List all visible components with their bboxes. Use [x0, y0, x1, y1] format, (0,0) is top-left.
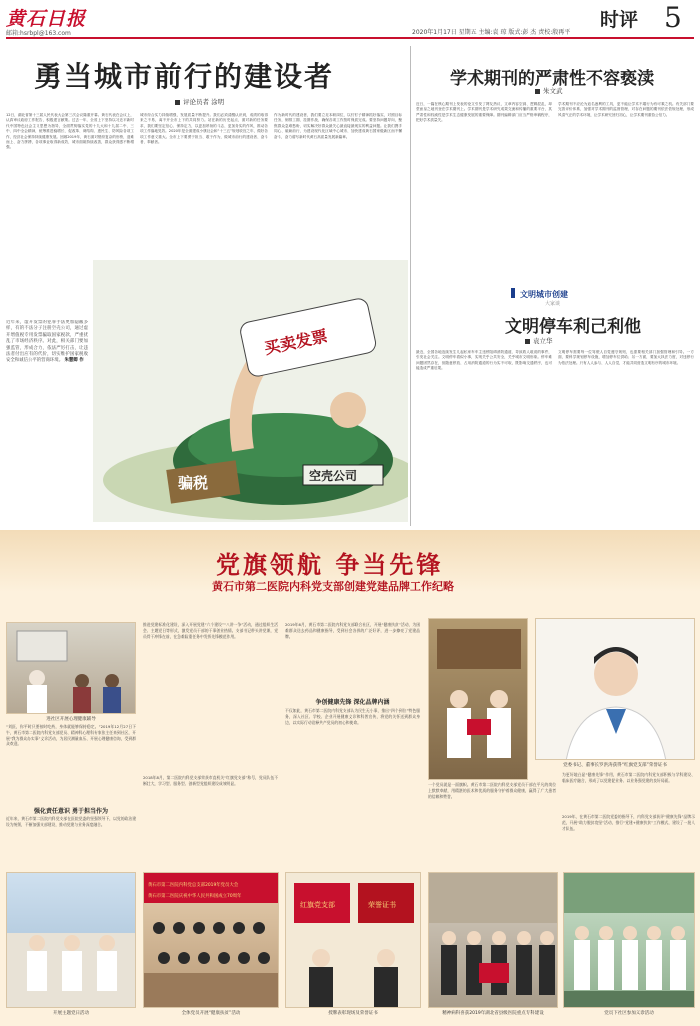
photo-community-counseling — [6, 622, 136, 714]
shell-company-label: 空壳公司 — [309, 469, 358, 483]
cartoon-svg — [93, 260, 408, 522]
caption: 精神病科喜获2019年湖北省县级医院重点专科建设 — [442, 1011, 544, 1016]
feature-paragraph: 2018年8月，第二医院内科党支部荣获市直机关“红旗党支部”称号，党员队伍不断壮大，学习型、服务型、创新型党组织建设成效明显。 — [143, 775, 278, 786]
feature-subhead: 争创健康先锋 深化品牌内涵 — [315, 699, 390, 706]
banner-text: 黄石市第二医院庆祝中华人民共和国成立70周年 — [148, 894, 242, 899]
feature-title: 党旗领航 争当先锋 — [216, 550, 444, 579]
square-bullet-icon — [175, 100, 180, 105]
cartoon-illustration — [93, 260, 408, 522]
article3-byline-text: 袁立华 — [533, 337, 553, 345]
photo-clinic-svg — [564, 873, 695, 1008]
banner-text: 黄石市第二医院内科党总支部2019年党员大会 — [148, 883, 239, 888]
photo-meeting-svg — [144, 873, 279, 1008]
caption: 全体党员开展“健康扶贫”活动 — [181, 1011, 241, 1016]
column-label: 文明城市创建 — [520, 290, 568, 299]
photo-specialty-award — [428, 872, 558, 1008]
feature-paragraph: 近年来，黄石市第二医院内科党支部在医院党委的坚强领导下，以党的政治建设为统领，不断加强支部建设，推动党建与业务深度融合。 — [6, 816, 136, 827]
cartoon-author: 朱慧卿 作 — [64, 358, 84, 364]
article3-paragraph: 文明停车需要每一位驾驶人自觉遵守规则，也需要相关部门加强管理和引导。一方面，要科学规划停车设施，增加停车位供给；另一方面，要加大执法力度，对违停行为依法处理。只有人人参与、人人自觉，才能共同营造文明有序的城市环境。 — [558, 350, 694, 365]
photo-party-meeting — [143, 872, 279, 1008]
feature-paragraph: 2019年，在黄石市第二医院党委的指导下，内科党支部获评“健康先锋”品牌示范，开展“助力脱贫攻坚”活动，推行“党建+健康扶贫”工作模式，建设了一批人才队伍。 — [562, 814, 695, 831]
square-bullet-icon — [535, 89, 540, 94]
photo-specialty-svg — [429, 873, 558, 1008]
feature-paragraph: 为更好地凸显“健康先锋”作用，黄石市第二医院内科党支部积极与学科建设、临床医疗融合，形成了以党建促业务、以业务强党建的良好局面。 — [562, 772, 695, 783]
article2-paragraph: 学术期刊不应沦为追名逐利的工具，更不能让学术不端行为有可乘之机。有关部门要完善评价体系，加强对学术期刊的监督管理，对存在问题的期刊依法依规处理，形成风清气正的学术环境，让学术研究回归初心，让学术期刊重拾公信力。 — [558, 102, 694, 117]
figure-head — [330, 392, 366, 428]
section-title: 时评 — [600, 9, 639, 31]
caption: 进社区开展心理健康辅导 — [46, 717, 96, 722]
certificate-text: 红旗党支部 — [300, 901, 335, 909]
column-divider — [410, 46, 411, 526]
photo-award-svg — [429, 619, 528, 780]
caption: 党委书记、董事长罗洪涛获得“红旗党支部”荣誉证书 — [563, 763, 667, 768]
photo-portrait-svg — [536, 619, 695, 760]
email-line: 邮箱:hsrbpl@163.com — [6, 30, 71, 37]
article2-byline — [535, 86, 563, 95]
photo-community-clinic — [563, 872, 695, 1008]
article3-byline — [525, 336, 553, 345]
header-rule — [6, 37, 694, 39]
photo-party-svg — [7, 873, 136, 1008]
article1-paragraph: 作为新时代的建设者，我们要立足本职岗位，以钉钉子精神抓好落实，对照目标任务，倒排工期、挂图作战，确保各项工作按时保质完成。要坚持问题导向，聚焦群众急难愁盼，切实解决好群众最关心最直接最现实的利益问题。让我们携手同心、砥砺前行，为建设现代化区域中心城市、加快建成黄石国家级新区而不懈奋斗，奋力谱写新时代黄石高质量发展新篇章。 — [274, 113, 402, 139]
feature-paragraph: 推进党建标准化建设，深入开展党建“六个建设”“八讲一争”活动，通过组织生活会、主题党日等形式，激发党员干部的干事创业热情。支部书记带头讲党课，党员骨干冲锋在前，在急难险重任务中发挥先锋模范作用。 — [143, 622, 278, 639]
invoice-label: 买卖发票 — [262, 326, 330, 359]
article1-title: 勇当城市前行的建设者 — [34, 60, 335, 93]
caption: 授牌表彰现场及荣誉证书 — [328, 1011, 378, 1016]
certificate-text: 荣誉证书 — [368, 901, 396, 909]
cartoon-commentary — [6, 320, 88, 520]
article2-paragraph: 近日，一篇在核心期刊上发表的论文引发了网友热议，文章内容空洞、逻辑混乱，却堂而皇之地刊登在学术期刊上。学术期刊是学术研究成果交流和传播的重要平台，其严肃性和权威性是学术生态健康发展的重要保障。期刊编辑部门应当严格审稿程序，把好学术质量关。 — [416, 102, 552, 123]
photo-certificates-svg — [286, 873, 421, 1008]
article3-title: 文明停车利己利他 — [505, 317, 641, 337]
commentary-text: 近年来，虚开发票的犯罪手法更加隐蔽多样，有的不法分子注册空壳公司，通过虚开增值税专用发票骗取国家税款，严重扰乱了市场经济秩序。对此，相关部门要加强监管，形成合力，依法严厉打击，让违法者付出应有的代价，切实维护国家税收安全和诚信公平的营商环境。 — [6, 320, 88, 364]
square-bullet-icon — [525, 339, 530, 344]
caption: 党员下社区参加义诊活动 — [604, 1011, 654, 1016]
caption: 开展主题党日活动 — [53, 1011, 89, 1016]
article2-byline-text: 朱文武 — [543, 87, 563, 95]
photo-community-svg — [7, 623, 136, 714]
column-bar — [511, 288, 515, 298]
feature-paragraph: “刘医，你平时只要按时吃药，身体就能够保持稳定。”2019年12月27日下午，黄石市第二医院内科党支部党员、精神科心理科专家张主任来到社区，开展“我为群众办实事”义诊活动，为居民测量血压、开展心理健康咨询，受到群众欢迎。 — [6, 724, 136, 747]
feature-paragraph: 不仅如此，黄石市第二医院内科党支部认为民生无小事，推出“四个到位”特色服务，深入社区、学校、企业开展健康义诊和科普宣传，将党的关怀送到群众身边，以实际行动诠释共产党员的初心和使命。 — [285, 708, 420, 725]
photo-award-ceremony — [428, 618, 528, 780]
photo-portrait — [535, 618, 695, 760]
column-subtitle: 大家谈 — [545, 301, 561, 307]
article1-paragraph: 12日，湖北省第十三届人民代表大会第三次会议隆重开幕。黄石代表在会议上，认真审议政府工作报告，积极建言献策。过去一年，全省上下坚持以习近平新时代中国特色社会主义思想为指导，全面贯彻落实党的十九大和十九届二中、三中、四中全会精神，统筹推进稳增长、促改革、调结构、惠民生、防风险各项工作，经济社会保持持续健康发展。回顾2019年，黄石面对错综复杂的形势，迎难而上、奋力拼搏，各项事业取得新成效，城市面貌持续改善，群众获得感不断增强。 — [6, 113, 134, 150]
tax-fraud-label: 骗税 — [178, 474, 209, 492]
feature-subtitle: 黄石市第二医院内科党支部创建党建品牌工作纪略 — [212, 580, 454, 593]
feature-subhead: 强化责任意识 勇于担当作为 — [33, 808, 109, 815]
dateline: 2020年1月17日 星期五 主编:袁 琼 版式:彭 杰 责校:殷再平 — [412, 29, 571, 36]
photo-party-day — [6, 872, 136, 1008]
article1-byline-text: 评论员者 涂明 — [183, 98, 225, 106]
masthead-logo: 黄石日报 — [6, 8, 87, 30]
page-number: 5 — [664, 1, 682, 34]
article1-byline — [175, 97, 224, 106]
article3-paragraph: 最近，全国各地连续发生几起私家车车主违停阻碍消防通道、导致救人耽误的事件，引发社会关注。文明停车看似小事，实则关乎公共安全，关乎城市文明形象。停车难问题固然存在，但随意停放、占用消防通道的行为实不可取，既影响交通秩序，也可能造成严重后果。 — [416, 350, 552, 371]
article1-paragraph: 城市综合实力持续增强，发展质量不断提升。我们必须清醒认识到，成绩的取得来之不易，离不开全市上下的共同努力。站在新的历史起点，面对新的任务要求，我们要坚定信心、保持定力，以更加昂扬的斗志、更加务实的作风，推动各项工作落地见效。2020年是全面建成小康社会和“十三五”规划收官之年，做好各项工作意义重大。全市上下要勇于担当、敢于作为，做城市前行的建设者、奋斗者、奉献者。 — [140, 113, 268, 145]
article2-title: 学术期刊的严肃性不容亵渎 — [450, 69, 654, 89]
feature-paragraph: 2019年6月，黄石市第二医院内科党支部联合社区，开展“健康扶贫”活动，为困难群众送去药品和健康指导，受到社会各界的广泛好评，进一步擦亮了党建品牌。 — [285, 622, 420, 639]
feature-paragraph: 一个党员就是一面旗帜。黄石市第二医院内科党支部党员干部在平凡的岗位上默默奉献，用精湛的医术和优质的服务守护着群众健康，赢得了广大患者的信赖和赞誉。 — [428, 782, 556, 799]
photo-certificates — [285, 872, 421, 1008]
